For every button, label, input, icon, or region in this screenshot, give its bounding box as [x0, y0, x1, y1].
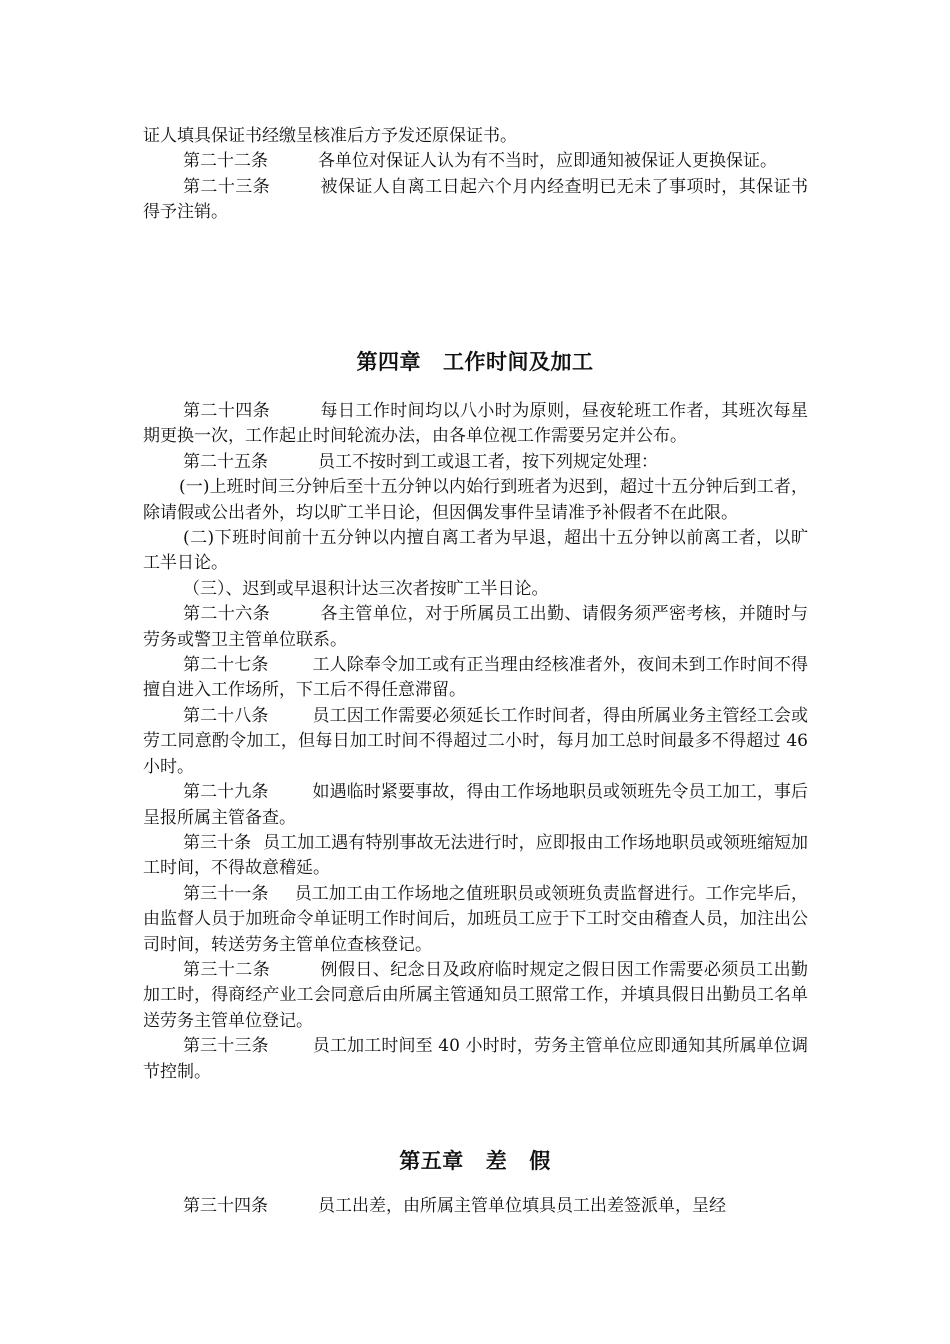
chapter-title-char-2: 假	[529, 1149, 551, 1173]
article-text: 每日工作时间均以八小时为原则，昼夜轮班工作者，其班次每星期更换一次，工作起止时间轮流办法，由各单位视工作需要另定并公布。	[143, 401, 809, 447]
article-29	[143, 780, 808, 831]
article-text: 各单位对保证人认为有不当时，应即通知被保证人更换保证。	[318, 151, 777, 172]
article-text: 员工出差，由所属主管单位填具员工出差签派单，呈经	[318, 1196, 726, 1216]
article-number: 第三十一条	[183, 883, 269, 904]
article-text: 员工加工由工作场地之值班职员或领班负责监督进行。工作完毕后，由监督人员于加班命令单证明工作时间后，加班员工应于下工时交由稽查人员，加注出公司时间，转送劳务主管单位查核登记。	[143, 883, 809, 955]
article-text: 员工不按时到工或退工者，按下列规定处理：	[318, 451, 658, 472]
article-number: 第二十二条	[183, 151, 268, 172]
article-23	[143, 175, 808, 226]
article-33	[143, 1034, 808, 1085]
article-number: 第三十条	[183, 832, 252, 853]
article-number: 第三十四条	[183, 1196, 268, 1216]
chapter-title: 工作时间及加工	[443, 350, 594, 374]
article-text: 例假日、纪念日及政府临时规定之假日因工作需要必须员工出勤加工时，得商经产业工会同意后由所属主管通知员工照常工作，并填具假日出勤员工名单送劳务主管单位登记。	[143, 959, 809, 1031]
article-text: 员工加工遇有特别事故无法进行时，应即报由工作场地职员或领班缩短加工时间，不得故意稽延。	[143, 832, 809, 879]
article-number: 第二十八条	[183, 705, 269, 726]
article-number: 第二十九条	[183, 782, 269, 803]
article-30	[143, 831, 808, 882]
clause-3: （三）、迟到或早退积计达三次者按旷工半日论。	[183, 578, 549, 599]
article-32	[143, 958, 808, 1034]
article-number: 第二十六条	[183, 604, 271, 625]
article-number: 第二十七条	[183, 655, 269, 676]
paragraph-continuation: 证人填具保证书经缴呈核准后方予发还原保证书。	[143, 126, 517, 146]
article-26	[143, 602, 808, 653]
section-continuation	[143, 124, 808, 226]
chapter-number: 第四章	[356, 350, 421, 374]
article-text: 各主管单位，对于所属员工出勤、请假务须严密考核，并随时与劳务或警卫主管单位联系。	[143, 604, 809, 650]
article-number: 第三十二条	[183, 959, 271, 980]
article-22	[143, 149, 808, 174]
article-text: 员工加工时间至 40 小时时，劳务主管单位应即通知其所属单位调节控制。	[143, 1036, 808, 1082]
chapter-5-heading	[0, 1145, 950, 1175]
article-text: 被保证人自离工日起六个月内经查明已无未了事项时，其保证书得予注销。	[143, 176, 809, 223]
article-text: 工人除奉令加工或有正当理由经核准者外，夜间未到工作时间不得擅自进入工作场所，下工后不得任意滞留。	[143, 655, 809, 701]
article-31	[143, 882, 808, 958]
article-24	[143, 399, 808, 450]
article-number: 第二十三条	[183, 176, 271, 197]
article-28	[143, 704, 808, 780]
article-number: 第二十四条	[183, 401, 271, 421]
article-number: 第二十五条	[183, 451, 268, 472]
article-27	[143, 653, 808, 704]
article-34	[143, 1194, 808, 1219]
article-text: 如遇临时紧要事故，得由工作场地职员或领班先令员工加工，事后呈报所属主管备查。	[143, 782, 809, 828]
chapter-5-body	[143, 1194, 808, 1219]
chapter-4-body	[143, 399, 808, 1085]
chapter-title-char-1: 差	[485, 1149, 508, 1173]
chapter-number: 第五章	[399, 1149, 464, 1173]
clause-1: (一)上班时间三分钟后至十五分钟以内始行到班者为迟到，超过十五分钟后到工者，除请假或公出者外，均以旷工半日论，但因偶发事件呈请准予补假者不在此限。	[143, 477, 808, 523]
chapter-4-heading	[0, 346, 950, 376]
article-25	[143, 450, 808, 475]
clause-2: (二)下班时间前十五分钟以内擅自离工者为早退，超出十五分钟以前离工者，以旷工半日论。	[143, 528, 808, 574]
article-number: 第三十三条	[183, 1036, 269, 1057]
article-text: 员工因工作需要必须延长工作时间者，得由所属业务主管经工会或劳工同意酌令加工，但每日加工时间不得超过二小时，每月加工总时间最多不得超过 46 小时。	[143, 705, 809, 777]
